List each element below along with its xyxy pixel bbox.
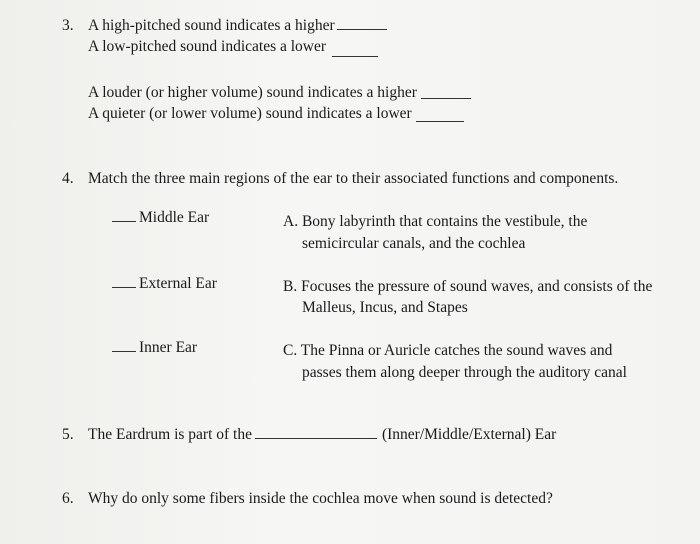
q6-number: 6. — [62, 490, 74, 507]
q5-blank[interactable] — [255, 437, 377, 439]
q3-blank-1[interactable] — [337, 28, 387, 30]
q3-blank-2[interactable] — [332, 55, 378, 57]
q3-number: 3. — [62, 17, 74, 34]
option-b-line-2: Malleus, Incus, and Stapes — [302, 299, 468, 316]
q4-prompt: Match the three main regions of the ear to their associated functions and components. — [88, 170, 619, 187]
q4-number: 4. — [62, 170, 74, 187]
match-blank-inner[interactable] — [112, 350, 136, 352]
q3-blank-3[interactable] — [421, 97, 471, 99]
option-c-line-2: passes them along deeper through the auditory canal — [302, 364, 627, 381]
q3-line-4: A quieter (or lower volume) sound indicates a lower — [88, 105, 464, 123]
q3-line-3: A louder (or higher volume) sound indicates a higher — [88, 84, 471, 102]
option-c-line-1: C. The Pinna or Auricle catches the sound waves and — [283, 342, 613, 359]
q5-number: 5. — [62, 426, 74, 443]
q5-line: The Eardrum is part of the (Inner/Middle/External) Ear — [88, 426, 557, 443]
q3-line-2: A low-pitched sound indicates a lower — [88, 38, 378, 56]
option-b-line-1: B. Focuses the pressure of sound waves, and consists of the — [283, 278, 653, 295]
region-external-ear: External Ear — [112, 275, 217, 293]
option-a-line-1: A. Bony labyrinth that contains the vestibule, the — [283, 213, 588, 230]
match-blank-external[interactable] — [112, 286, 136, 288]
q6-text: Why do only some fibers inside the cochlea move when sound is detected? — [88, 490, 553, 507]
option-a-line-2: semicircular canals, and the cochlea — [302, 235, 526, 252]
region-inner-ear: Inner Ear — [112, 339, 197, 357]
q3-line-1: A high-pitched sound indicates a higher — [88, 17, 387, 35]
region-middle-ear: Middle Ear — [112, 209, 209, 227]
match-blank-middle[interactable] — [112, 220, 136, 222]
q3-blank-4[interactable] — [416, 120, 464, 122]
